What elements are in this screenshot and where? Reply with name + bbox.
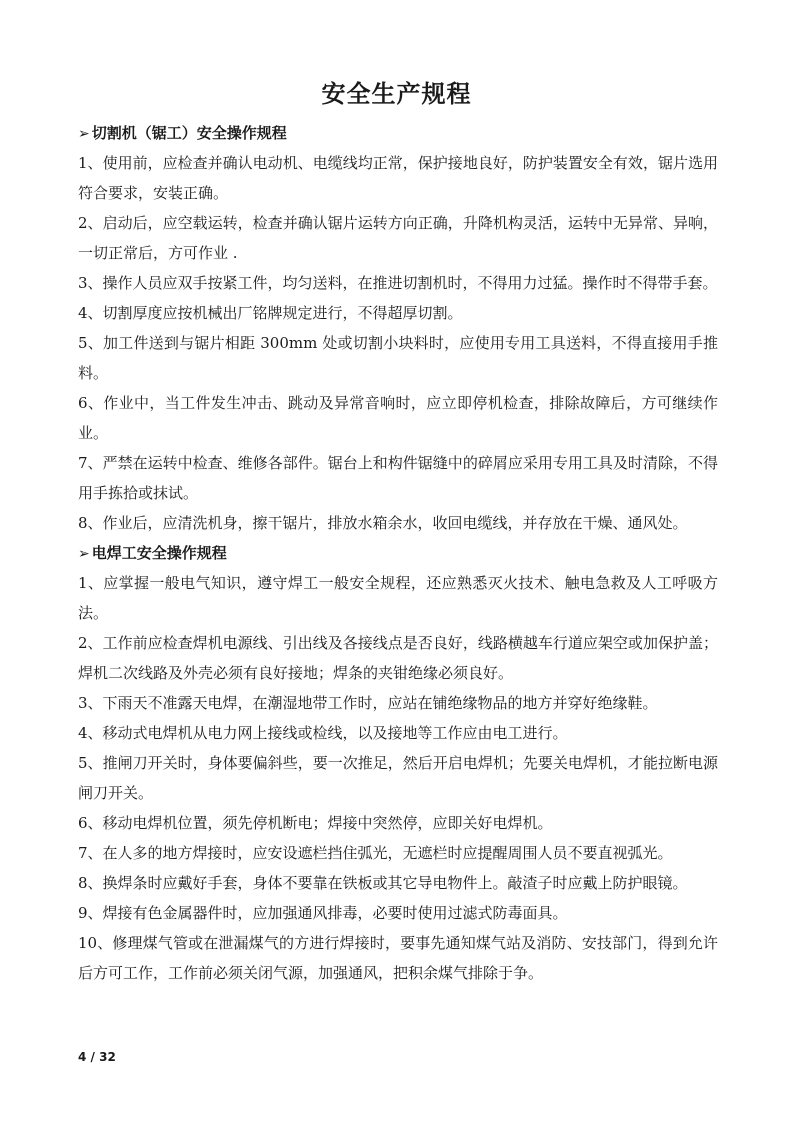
- list-item: 5、加工件送到与锯片相距 300mm 处或切割小块料时，应使用专用工具送料，不得直接用手推料。: [78, 334, 718, 382]
- list-item: 6、移动电焊机位置，须先停机断电；焊接中突然停，应即关好电焊机。: [78, 814, 553, 832]
- list-item: 6、作业中，当工件发生冲击、跳动及异常音响时，应立即停机检查，排除故障后，方可继续作业。: [78, 394, 718, 442]
- list-item: 7、严禁在运转中检查、维修各部件。锯台上和构件锯缝中的碎屑应采用专用工具及时清除，不得用手拣拾或抹试。: [78, 454, 718, 502]
- list-item: 2、工作前应检查焊机电源线、引出线及各接线点是否良好，线路横越车行道应架空或加保护盖；焊机二次线路及外壳必须有良好接地；焊条的夹钳绝缘必须良好。: [78, 634, 718, 682]
- list-item: 1、使用前，应检查并确认电动机、电缆线均正常，保护接地良好，防护装置安全有效，锯片选用符合要求，安装正确。: [78, 154, 718, 202]
- list-item: 10、修理煤气管或在泄漏煤气的方进行焊接时，要事先通知煤气站及消防、安技部门，得到允许后方可工作，工作前必须关闭气源，加强通风，把积余煤气排除于争。: [78, 934, 718, 982]
- list-item: 7、在人多的地方焊接时，应安设遮栏挡住弧光，无遮栏时应提醒周围人员不要直视弧光。: [78, 844, 673, 862]
- list-item: 3、下雨天不准露天电焊，在潮湿地带工作时，应站在铺绝缘物品的地方并穿好绝缘鞋。: [78, 694, 658, 712]
- list-item: 9、焊接有色金属器件时，应加强通风排毒，必要时使用过滤式防毒面具。: [78, 904, 568, 922]
- page-number: 4 / 32: [78, 1050, 116, 1064]
- arrow-bullet-icon: ➢: [78, 126, 90, 142]
- arrow-bullet-icon: ➢: [78, 546, 90, 562]
- section-welder-safety: [78, 538, 718, 988]
- list-item: 4、移动式电焊机从电力网上接线或检线，以及接地等工作应由电工进行。: [78, 724, 568, 742]
- list-item: 8、换焊条时应戴好手套，身体不要靠在铁板或其它导电物件上。敲渣子时应戴上防护眼镜。: [78, 874, 688, 892]
- section-heading: [78, 118, 718, 148]
- list-item: 2、启动后，应空载运转，检查并确认锯片运转方向正确，升降机构灵活，运转中无异常、异响，一切正常后，方可作业 .: [78, 214, 718, 262]
- section-heading: [78, 538, 718, 568]
- document-body: [78, 118, 718, 988]
- section-saw-safety: [78, 118, 718, 538]
- list-item: 3、操作人员应双手按紧工件，均匀送料，在推进切割机时，不得用力过猛。操作时不得带手套。: [78, 274, 718, 292]
- page-title: 安全生产规程: [321, 80, 472, 108]
- section-heading-text: 切割机（锯工）安全操作规程: [91, 124, 287, 142]
- list-item: 1、应掌握一般电气知识，遵守焊工一般安全规程，还应熟悉灭火技术、触电急救及人工呼吸方法。: [78, 574, 718, 622]
- section-heading-text: 电焊工安全操作规程: [91, 544, 227, 562]
- list-item: 4、切割厚度应按机械出厂铭牌规定进行，不得超厚切割。: [78, 304, 463, 322]
- list-item: 8、作业后，应清洗机身，擦干锯片，排放水箱余水，收回电缆线，并存放在干燥、通风处。: [78, 514, 688, 532]
- list-item: 5、推闸刀开关时，身体要偏斜些，要一次推足，然后开启电焊机；先要关电焊机，才能拉断电源闸刀开关。: [78, 754, 718, 802]
